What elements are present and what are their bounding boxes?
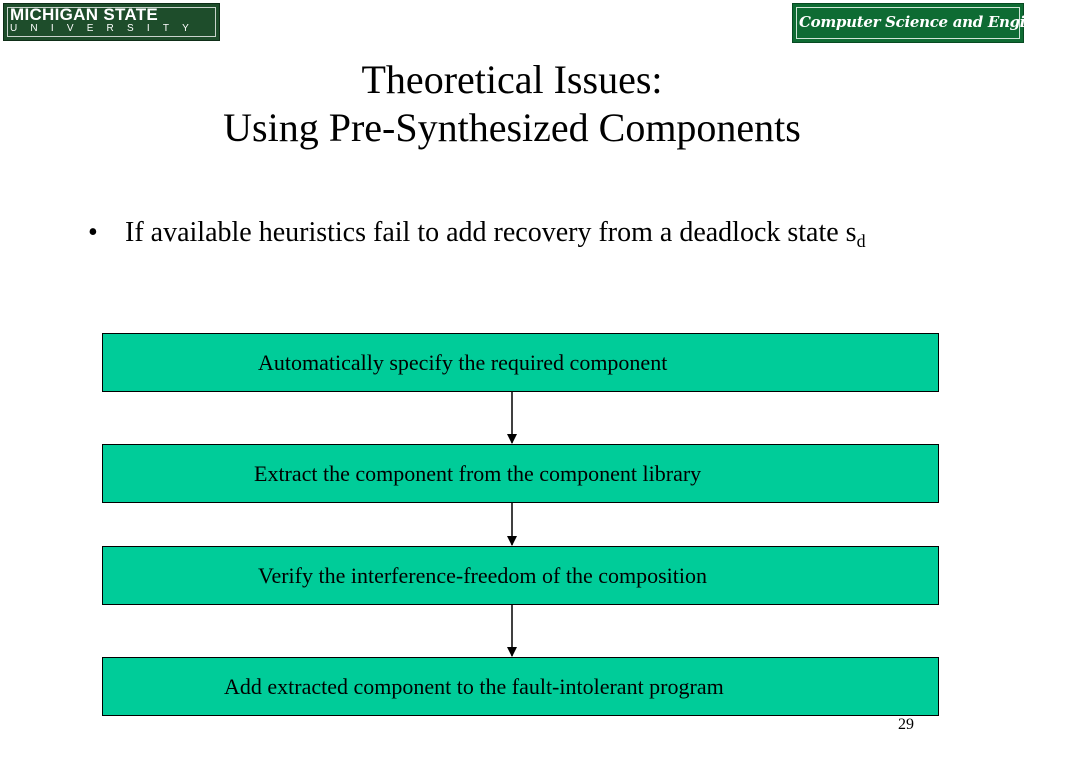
flow-step-2: [102, 444, 939, 503]
cse-logo: [792, 3, 1088, 43]
page-number: 29: [898, 716, 914, 733]
flow-step-1: [102, 333, 939, 392]
flow-step-3: [102, 546, 939, 605]
flow-step-4-label: Add extracted component to the fault-intolerant program: [224, 674, 724, 699]
bullet-subscript: d: [856, 231, 866, 251]
bullet-text-block: [125, 212, 945, 262]
msu-logo: [3, 3, 220, 41]
flow-step-1-label: Automatically specify the required component: [258, 350, 668, 375]
cse-logo-text: Computer Science and Engineering: [799, 13, 1088, 31]
title-line-2: Using Pre-Synthesized Components: [223, 105, 801, 150]
flow-step-3-label: Verify the interference-freedom of the composition: [258, 563, 707, 588]
flow-step-2-label: Extract the component from the component library: [254, 461, 702, 486]
msu-logo-name: MICHIGAN STATE: [10, 5, 159, 24]
flow-step-4: [102, 657, 939, 716]
bullet-marker: •: [88, 217, 98, 248]
bullet-text: If available heuristics fail to add recovery from a deadlock state s: [125, 217, 857, 248]
msu-logo-sub: UNIVERSITY: [10, 23, 203, 34]
slide-title: [0, 56, 1024, 152]
title-line-1: Theoretical Issues:: [361, 57, 663, 102]
